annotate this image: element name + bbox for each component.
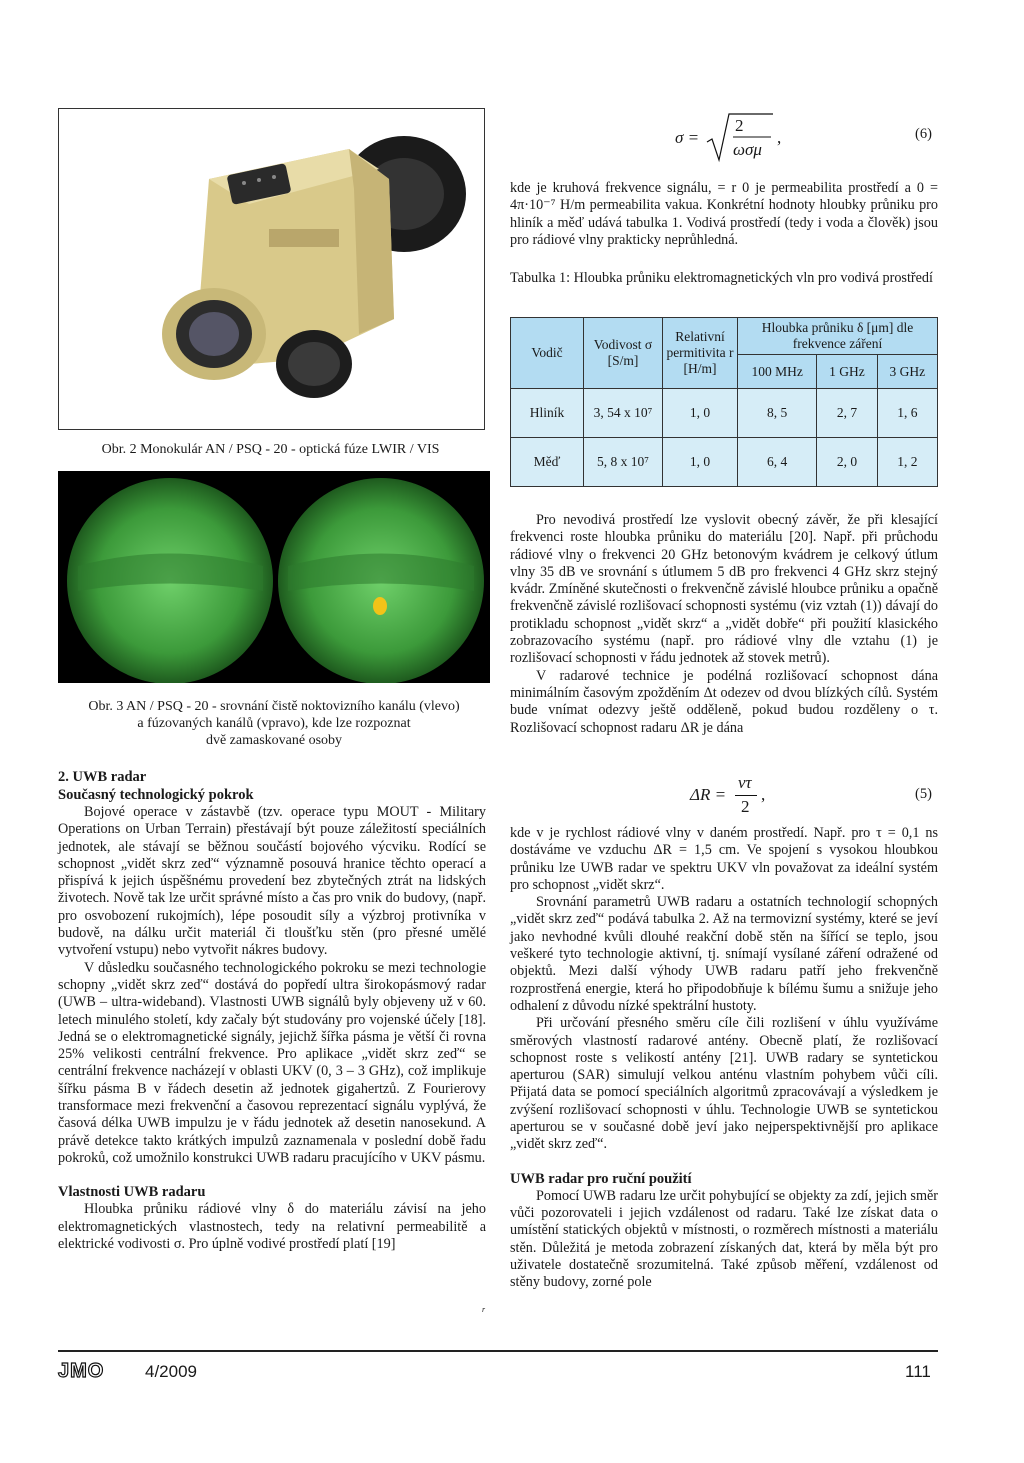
paragraph-penetration: Hloubka průniku rádiové vlny δ do materiálu závisí na jeho elektromagnetických vlastnostech, tedy na relativní permeabilitě a elektrické vodivosti σ. Pro úplně vodivé prostředí platí [19]	[58, 1201, 486, 1252]
equation-5-comma: ,	[761, 785, 766, 804]
left-column	[58, 768, 486, 1253]
paragraph-velocity: kde v je rychlost rádiové vlny v daném prostředí. Např. pro τ = 0,1 ns dostáváme ve vzduchu ΔR = 1,5 cm. Ve spojení s vysokou hloubkou průniku lze UWB radar ve spektru UKV vln považovat za ideální systém pro schopnost „vidět skrz“.	[510, 825, 938, 893]
table-header-hloubka: Hloubka průniku δ [μm] dle frekvence záření	[738, 318, 938, 355]
right-column-block-b	[510, 825, 938, 1291]
table-cell: 1, 0	[663, 389, 738, 438]
equation-6	[675, 112, 815, 164]
equation-6-lhs: σ =	[675, 128, 700, 147]
equation-5-denominator: 2	[741, 797, 750, 816]
table-header-3ghz: 3 GHz	[877, 355, 937, 389]
subheading-uwb-properties: Vlastnosti UWB radaru	[58, 1184, 206, 1201]
table-1-caption: Tabulka 1: Hloubka průniku elektromagnetických vln pro vodivá prostředí	[510, 270, 933, 286]
figure-3-caption-line1: Obr. 3 AN / PSQ - 20 - srovnání čistě noktovizního kanálu (vlevo)	[88, 699, 460, 714]
paragraph-nonconductive: Pro nevodivá prostředí lze vyslovit obecný závěr, že při klesající frekvenci roste hloubka průniku do materiálu [20]. Např. při průchodu rádiové vlny o frekvenci 20 GHz betonovým kvádrem je celkový útlum vlny 35 dB ve srovnání s útlumem 5 dB pro frekvenci 4 GHz skrz stejný kvádr. Zmíněné skutečnosti o frekvenčně závislé hloubce průniku a opačně frekvenčně závislé rozlišovací schopnosti systému (viz vztah (1)) dávají do protikladu schopnost „vidět skrz“ a „vidět dobře“ při použití klasického zobrazovacího systému (např. pro rádiové vlny dle vztahu (1) je rozlišovací schopnosti v řádu jednotek až stovek metrů).	[510, 512, 938, 667]
table-header-vodivost: Vodivost σ [S/m]	[584, 318, 663, 389]
table-cell: 6, 4	[738, 438, 817, 487]
figure-2-caption: Obr. 2 Monokulár AN / PSQ - 20 - optická fúze LWIR / VIS	[101, 442, 440, 457]
right-column-block-a	[510, 512, 938, 737]
page-number: 111	[905, 1362, 931, 1381]
paragraph-handheld: Pomocí UWB radaru lze určit pohybující se objekty za zdí, jejich směr vůči pozorovateli i jejich vzdálenost od radaru. Také lze získat data o umístění statických objektů v místnosti, o rozměrech místnosti a materiálu stěn. Důležitá je metoda zobrazení získaných dat, která by měla být pro uživatele dostatečně srozumitelná. Také způsob měření, vzdálenost od stěny budovy, zorné pole	[510, 1187, 938, 1291]
table-cell: 3, 54 x 10⁷	[584, 389, 663, 438]
paragraph-direction: Při určování přesného směru cíle čili rozlišení v úhlu využíváme směrových vlastností radarové antény. Obecně platí, že rozlišovací schopnost roste s velikostí antény [21]. UWB radary se syntetickou aperturou (SAR) simulují velkou anténu vlastním pohybem vůči cíli. Přijatá data se pomocí speciálních algoritmů zpracovávají a výsledkem je zvýšení rozlišovací schopnosti v úhlu. Technologie UWB se syntetickou aperturou se v současné době jeví jako nejperspektivnější pro aplikace „vidět skrz zeď“.	[510, 1015, 938, 1153]
monocular-photo	[59, 109, 484, 429]
equation-6-comma: ,	[777, 128, 782, 147]
paragraph-mout: Bojové operace v zástavbě (tzv. operace typu MOUT - Military Operations on Urban Terrain) přestávají být pouze záležitostí speciálních jednotek, ale stávají se běžnou součástí bojového výcviku. Rodící se schopnost „vidět skrz zeď“ významně posouvá hranice těchto operací a přispívá k jejich úspěšnému provedení bez zbytečných ztrát na lidských životech. Nově tak lze určit správné místo a čas pro vnik do budovy, (např. pro osvobození rukojmích), lépe posoudit síly a výzbroj protivníka v budově, na dálku určit materiál či tloušťku stěn (pro přesné umělé vytvoření vstupu) nebo vytvořit nákres budovy.	[58, 804, 486, 959]
equation-6-number: (6)	[915, 126, 932, 142]
equation-5-lhs: ΔR =	[690, 785, 727, 804]
table-header-100mhz: 100 MHz	[738, 355, 817, 389]
table-1	[510, 317, 938, 487]
table-cell: 5, 8 x 10⁷	[584, 438, 663, 487]
stray-subscript: r	[482, 1305, 486, 1314]
table-cell: Hliník	[511, 389, 584, 438]
paragraph-comparison: Srovnání parametrů UWB radaru a ostatních technologií schopných „vidět skrz zeď“ podává tabulka 2. Až na termovizní systémy, které se jeví jako nevhodné kvůli dlouhé reakční době stěn na šířící se teplo, jsou veškeré tyto technologie aktivní, tj. snímají vysílané záření odražené od objektů. Mezi další výhody UWB radaru patří jeho frekvenčně rozprostřená energie, která ho připodobňuje k bílému šumu a snižuje jeho odhalení z důvodu nízké spektrální hustoty.	[510, 894, 938, 1014]
equation-5-number: (5)	[915, 786, 932, 802]
table-header-1ghz: 1 GHz	[817, 355, 877, 389]
table-cell: 1, 0	[663, 438, 738, 487]
paragraph-eq6-explanation: kde je kruhová frekvence signálu, = r 0 je permeabilita prostředí a 0 = 4π·10⁻⁷ H/m permeabilita vakua. Konkrétní hodnoty hloubky průniku pro hliník a měď udává tabulka 1. Vodivá prostředí (tedy i voda a člověk) jsou pro rádiové vlny prakticky neprůhledná.	[510, 180, 938, 248]
subheading-handheld: UWB radar pro ruční použití	[510, 1170, 692, 1187]
footer-rule	[58, 1350, 938, 1352]
issue-number: 4/2009	[145, 1362, 197, 1381]
figure-2-frame	[58, 108, 485, 430]
section-title: 2. UWB radar	[58, 769, 147, 785]
figure-3-image	[58, 471, 490, 683]
equation-6-numerator: 2	[735, 116, 744, 135]
table-cell: 1, 6	[877, 389, 937, 438]
table-header-permitivita: Relativní permitivita r [H/m]	[663, 318, 738, 389]
table-cell: 2, 7	[817, 389, 877, 438]
equation-5-numerator: vτ	[738, 773, 752, 792]
table-cell: Měď	[511, 438, 584, 487]
table-cell: 1, 2	[877, 438, 937, 487]
figure-3-caption-line3: dvě zamaskované osoby	[205, 733, 343, 748]
paragraph-resolution: V radarové technice je podélná rozlišovací schopnost dána minimálním časovým zpožděním Δt odezev od dvou blízkých cílů. Systém bude vnímat odezvy ještě odděleně, pokud budou rozděleny o τ. Rozlišovací schopnost radaru ΔR je dána	[510, 667, 938, 736]
paragraph-uwb-history: V důsledku současného technologického pokroku se mezi technologie schopny „vidět skrz zeď“ dostává do popředí ultra širokopásmový radar (UWB – ultra-wideband). Vlastnosti UWB signálů byly objeveny už v 60. letech minulého století, kdy začaly být studovány pro vojenské účely [18]. Jedná se o elektromagnetické signály, jejichž šířka pásma je větší či rovna 25% velikosti centrální frekvence. Pro aplikace „vidět skrz zeď“ se centrální frekvence nacházejí v oblasti UKV (0, 3 – 3 GHz), což implikuje šířku pásma B v řádech desetin až jednotek gigahertzů. Z Fourierovy transformace mezi frekvenční a časovou reprezentací signálu vyplývá, že časová délka UWB impulzu je v řádu jednotek až desetin nanosekund. A právě detekce takto krátkých impulzů zaznamenala v poslední době řadu pokroků, což umožnilo konstrukci UWB radaru pracujícího v UKV pásmu.	[58, 959, 486, 1166]
table-header-vodic: Vodič	[511, 318, 584, 389]
equation-6-denominator: ωσμ	[733, 140, 762, 159]
table-cell: 8, 5	[738, 389, 817, 438]
equation-5-fraction-bar	[735, 795, 757, 796]
section-subtitle: Současný technologický pokrok	[58, 787, 254, 803]
figure-3-caption-line2: a fúzovaných kanálů (vpravo), kde lze rozpoznat	[137, 716, 411, 731]
table-row	[511, 438, 938, 487]
figure-3-caption	[58, 698, 490, 749]
table-cell: 2, 0	[817, 438, 877, 487]
equation-5	[690, 773, 790, 819]
table-row	[511, 389, 938, 438]
journal-logo: JMO	[58, 1360, 105, 1382]
